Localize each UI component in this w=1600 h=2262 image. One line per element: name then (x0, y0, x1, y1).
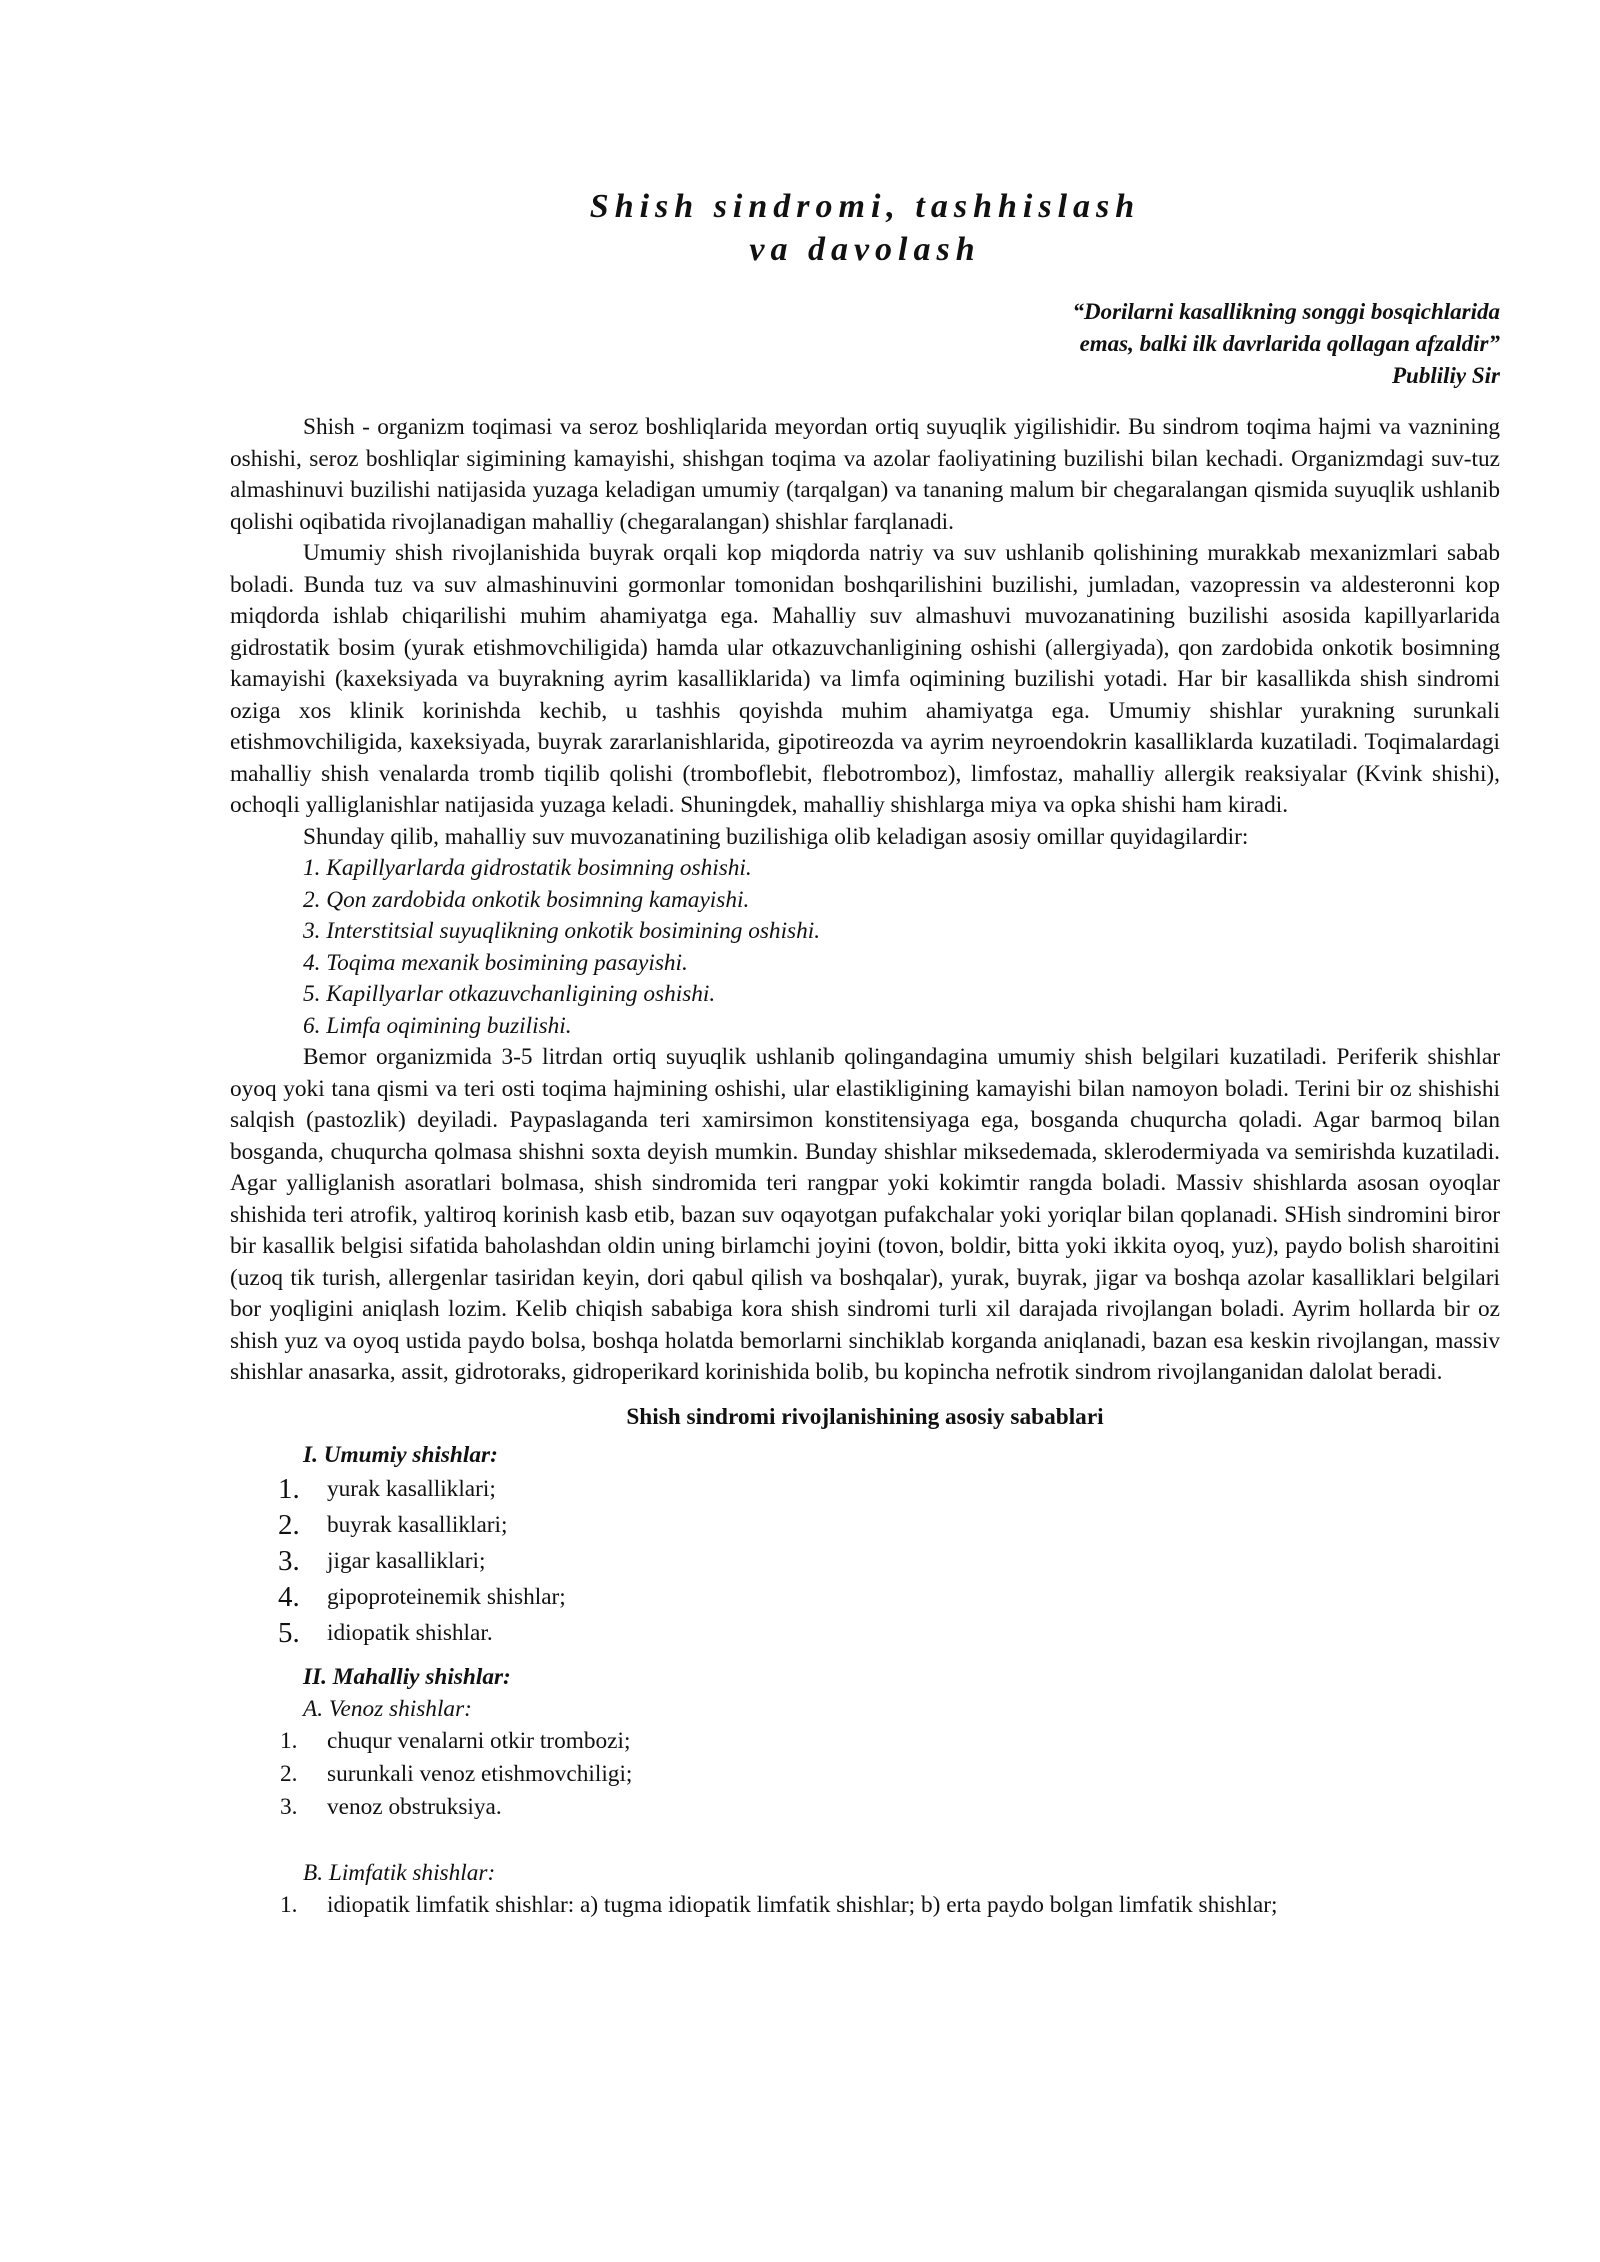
epigraph (230, 296, 1500, 392)
list-item: 1. idiopatik limfatik shishlar: a) tugma idiopatik limfatik shishlar; b) erta paydo bolgan limfatik shishlar; (280, 1891, 1278, 1918)
list-item: 1. chuqur venalarni otkir trombozi; (280, 1727, 631, 1754)
general-edema-heading: I. Umumiy shishlar: (303, 1441, 498, 1468)
venous-edema-list (230, 1725, 1500, 1824)
venous-edema-heading: A. Venoz shishlar: (303, 1695, 472, 1722)
document-title (230, 185, 1500, 271)
factor-item: 6. Limfa oqimining buzilishi. (303, 1012, 572, 1039)
factors-list (230, 853, 1500, 1042)
list-item: 5. idiopatik shishlar. (278, 1616, 493, 1649)
paragraph-definition: Shish - organizm toqimasi va seroz boshliqlarida meyordan ortiq suyuqlik yigilishidir. Bu sindrom toqima hajmi va vaznining oshishi, seroz boshliqlar sigimining kamayishi, shishgan toqima va azolar faoliyatining buzilishi bilan kechadi. Organizmdagi suv-tuz almashinuvi buzilishi natijasida yuzaga keladigan umumiy (tarqalgan) va tananing malum bir chegaralangan qismida suyuqlik ushlanib qolishi oqibatida rivojlanadigan mahalliy (chegaralangan) shishlar farqlanadi. (230, 414, 1500, 535)
list-item: 3. venoz obstruksiya. (280, 1793, 502, 1820)
list-item: 2. buyrak kasalliklari; (278, 1508, 508, 1541)
paragraph-symptoms: Bemor organizmida 3-5 litrdan ortiq suyuqlik ushlanib qolingandagina umumiy shish belgilari kuzatiladi. Periferik shishlar oyoq yoki tana qismi va teri osti toqima hajmining oshishi, ular elastikligining kamayishi bilan namoyon boladi. Terini bir oz shishishi salqish (pastozlik) deyiladi. Paypaslaganda teri xamirsimon konstitensiyaga ega, bosganda chuqurcha qoladi. Agar barmoq bilan bosganda, chuqurcha qolmasa shishni soxta deyish mumkin. Bunday shishlar miksedemada, sklerodermiyada va semirishda kuzatiladi. Agar yalliglanish asoratlari bolmasa, shish sindromida teri rangpar yoki kokimtir rangda boladi. Massiv shishlarda asosan oyoqlar shishida teri atrofik, yaltiroq korinish kasb etib, bazan suv oqayotgan pufakchalar yoki yoriqlar bilan qoplanadi. SHish sindromini biror bir kasallik belgisi sifatida baholashdan oldin uning birlamchi joyini (tovon, boldir, bitta yoki ikkita oyoq, yuz), paydo bolish sharoitini (uzoq tik turish, allergenlar tasiridan keyin, dori qabul qilish va boshqalar), yurak, buyrak, jigar va boshqa azolar kasalliklari belgilari bor yoqligini aniqlash lozim. Kelib chiqish sababiga kora shish sindromi turli xil darajada rivojlangan boladi. Ayrim hollarda bir oz shish yuz va oyoq ustida paydo bolsa, boshqa holatda bemorlarni sinchiklab korganda aniqlanadi, bazan esa keskin rivojlangan, massiv shishlar anasarka, assit, gidrotoraks, gidroperikard korinishida bolib, bu kopincha nefrotik sindrom rivojlanganidan dalolat beradi. (230, 1044, 1500, 1385)
factor-item: 4. Toqima mexanik bosimining pasayishi. (303, 949, 688, 976)
title-line-2: va davolash (749, 231, 981, 268)
local-edema-heading: II. Mahalliy shishlar: (303, 1663, 511, 1690)
document-page (230, 185, 1500, 1922)
document-body (230, 412, 1500, 1922)
factor-item: 1. Kapillyarlarda gidrostatik bosimning oshishi. (303, 855, 752, 881)
causes-heading: Shish sindromi rivojlanishining asosiy sabablari (626, 1403, 1104, 1430)
epigraph-line-2: emas, balki ilk davrlarida qollagan afzaldir” (1079, 331, 1500, 356)
title-line-1: Shish sindromi, tashhislash (589, 188, 1141, 225)
epigraph-line-1: “Dorilarni kasallikning songgi bosqichlarida (1072, 299, 1500, 324)
list-item: 2. surunkali venoz etishmovchiligi; (280, 1760, 633, 1787)
factor-item: 3. Interstitsial suyuqlikning onkotik bosimining oshishi. (303, 918, 821, 944)
lymphatic-edema-heading: B. Limfatik shishlar: (303, 1859, 496, 1886)
general-edema-list (230, 1471, 1500, 1651)
list-item: 1. yurak kasalliklari; (278, 1472, 496, 1505)
epigraph-author: Publiliy Sir (1392, 363, 1500, 388)
lymphatic-edema-list (230, 1889, 1500, 1922)
list-item: 4. gipoproteinemik shishlar; (278, 1580, 566, 1613)
list-item: 3. jigar kasalliklari; (278, 1544, 486, 1577)
paragraph-factors-intro: Shunday qilib, mahalliy suv muvozanatining buzilishiga olib keladigan asosiy omillar quyidagilardir: (303, 823, 1249, 850)
factor-item: 2. Qon zardobida onkotik bosimning kamayishi. (303, 886, 750, 913)
paragraph-general-edema: Umumiy shish rivojlanishida buyrak orqali kop miqdorda natriy va suv ushlanib qolishining murakkab mexanizmlari sabab boladi. Bunda tuz va suv almashinuvini gormonlar tomonidan boshqarilishini buzilishi, jumladan, vazopressin va aldesteronni kop miqdorda ishlab chiqarilishi muhim ahamiyatga ega. Mahalliy suv almashuvi muvozanatining buzilishi asosida kapillyarlarida gidrostatik bosim (yurak etishmovchiligida) hamda ular otkazuvchanligining oshishi (allergiyada), qon zardobida onkotik bosimning kamayishi (kaxeksiyada va buyrakning ayrim kasalliklarida) va limfa oqimining buzilishi yotadi. Har bir kasallikda shish sindromi oziga xos klinik korinishda kechib, u tashhis qoyishda muhim ahamiyatga ega. Umumiy shishlar yurakning surunkali etishmovchiligida, kaxeksiyada, buyrak zararlanishlarida, gipotireozda va ayrim neyroendokrin kasalliklarda kuzatiladi. Toqimalardagi mahalliy shish venalarda tromb tiqilib qolishi (tromboflebit, flebotromboz), limfostaz, mahalliy allergik reaksiyalar (Kvink shishi), ochoqli yalliglanishlar natijasida yuzaga keladi. Shuningdek, mahalliy shishlarga miya va opka shishi ham kiradi. (230, 540, 1500, 818)
factor-item: 5. Kapillyarlar otkazuvchanligining oshishi. (303, 981, 716, 1007)
